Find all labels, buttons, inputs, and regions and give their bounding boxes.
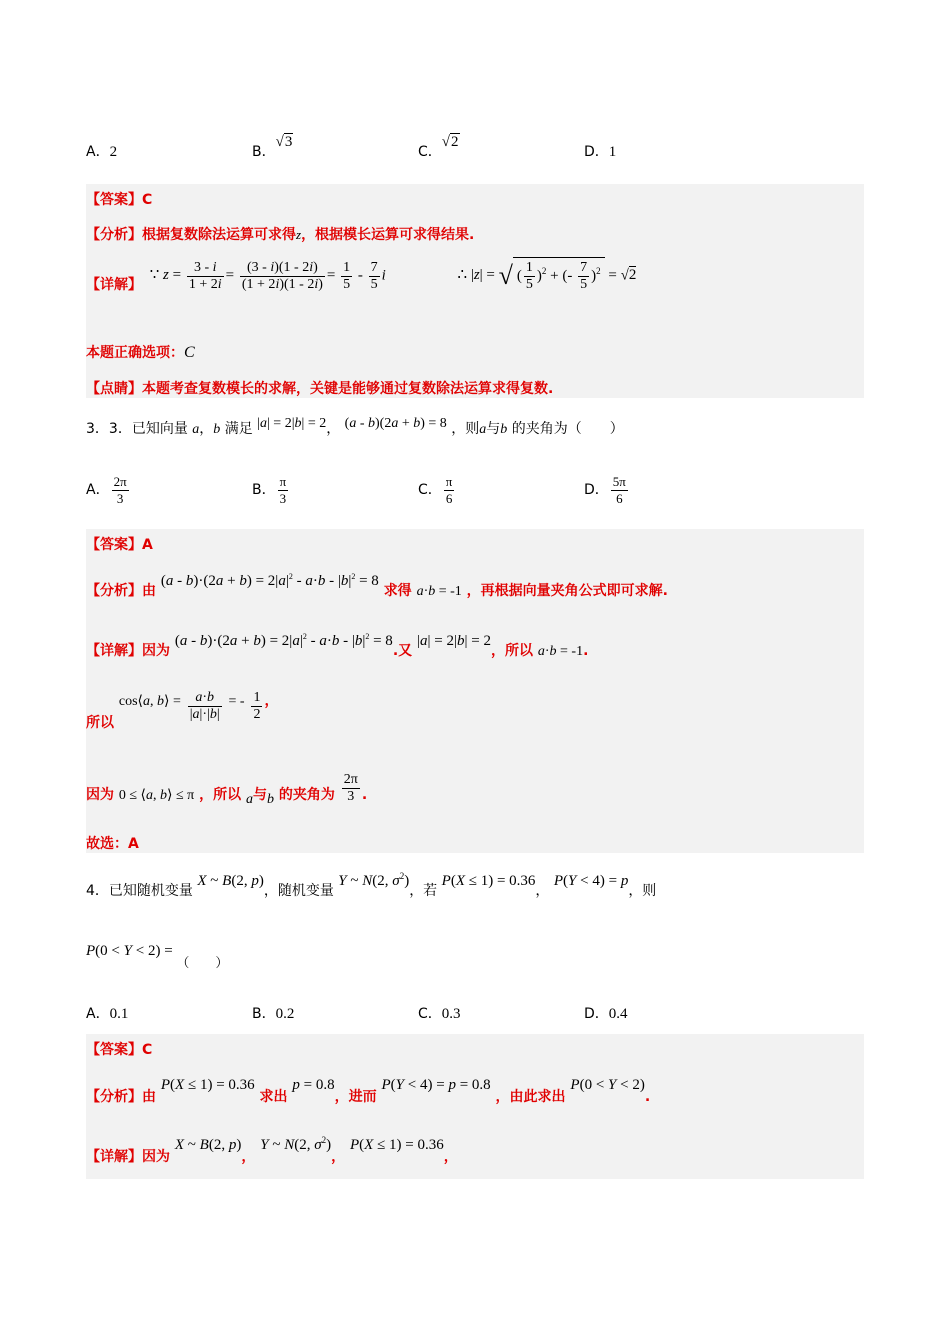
q4-solution-panel [86,1034,864,1179]
q3-option-b: B． $\frac{\pi}{3}$ [252,474,287,506]
q3-choice: 故选：A [86,836,139,852]
q2-option-d: D．1 [584,144,617,160]
q3-stem: 3．3．已知向量 a，b 满足 |a| = 2|b| = 2， (a - b)(2a + b) = 8 ，则a与b 的夹角为（ ） [86,416,624,437]
q2-option-c: C．√2 [418,134,459,160]
q4-stem-continued: P(0 < Y < 2) = （ ） [86,943,229,971]
sqrt-icon: √2 [441,134,459,150]
q4-analysis: 【分析】由 P(X ≤ 1) = 0.36 求出 p = 0.8，进而 P(Y < 4) = p = 0.8 ，由此求出 P(0 < Y < 2). [86,1077,651,1105]
q3-option-a: A． $\frac{2\pi}{3}$ [86,474,127,506]
q4-option-a: A．0.1 [86,1006,129,1022]
q3-answer: 【答案】A [86,537,153,553]
sqrt-icon: √ [498,261,513,290]
q4-stem: 4．已知随机变量 X ~ B(2, p)，随机变量 Y ~ N(2, $\sigma^2$)，若 P(X ≤ 1) = 0.36， P(Y < 4) = p，则 [86,871,657,899]
q4-detail: 【详解】因为 X ~ B(2, p)， Y ~ N(2, $\sigma^2$)， P(X ≤ 1) = 0.36， [86,1135,458,1165]
q2-detail: 【详解】 ∵ z = $\frac{3 - i}{1 + 2i}$ = $\frac{(3 - i)(1 - 2i)}{(1 + 2i)(1 - 2i)}$ = $\frac{1}{5}$ - $\frac{7}{5}$ i ∴ |z| = √ ( $\frac{1}{5}$ )$^2$ + (- $\frac{7}{5}$ )$^2$ = √2 [86,257,636,305]
q3-detail: 【详解】因为 $(a - b)\cdot(2a + b) = 2|a|^2 - a\cdot b - |b|^2 = 8$.又 |a| = 2|b| = 2，所以 a·b = -1. [86,632,589,659]
q2-correct-option: 本题正确选项：C [86,344,195,361]
q4-option-c: C．0.3 [418,1006,461,1022]
q3-analysis: 【分析】由 $(a - b)\cdot(2a + b) = 2|a|^2 - a\cdot b - |b|^2 = 8$ 求得 a·b = -1 ，再根据向量夹角公式即可求解. [86,572,668,599]
q2-comment: 【点睛】本题考查复数模长的求解，关键是能够通过复数除法运算求得复数. [86,381,554,397]
sqrt-icon: √3 [275,134,293,150]
q3-angle-conclusion: 因为 0 ≤ ⟨a, b⟩ ≤ π ，所以 a与b 的夹角为 $\frac{2\pi}{3}$ . [86,772,368,807]
q3-cos-formula: 所以 cos⟨a, b⟩ = $\frac{a\cdot b}{|a|\cdot|b|}$ = - $\frac{1}{2}$ ， [86,690,279,731]
q4-answer: 【答案】C [86,1042,153,1058]
q2-option-a: A．2 [86,144,118,160]
q4-option-b: B．0.2 [252,1006,295,1022]
q2-option-b: B．√3 [252,134,293,160]
q3-option-d: D． $\frac{5\pi}{6}$ [584,474,626,506]
q4-option-d: D．0.4 [584,1006,628,1022]
q2-answer: 【答案】C [86,192,153,208]
q3-option-c: C． $\frac{\pi}{6}$ [418,474,453,506]
q2-analysis: 【分析】根据复数除法运算可求得z，根据模长运算可求得结果. [86,227,475,243]
